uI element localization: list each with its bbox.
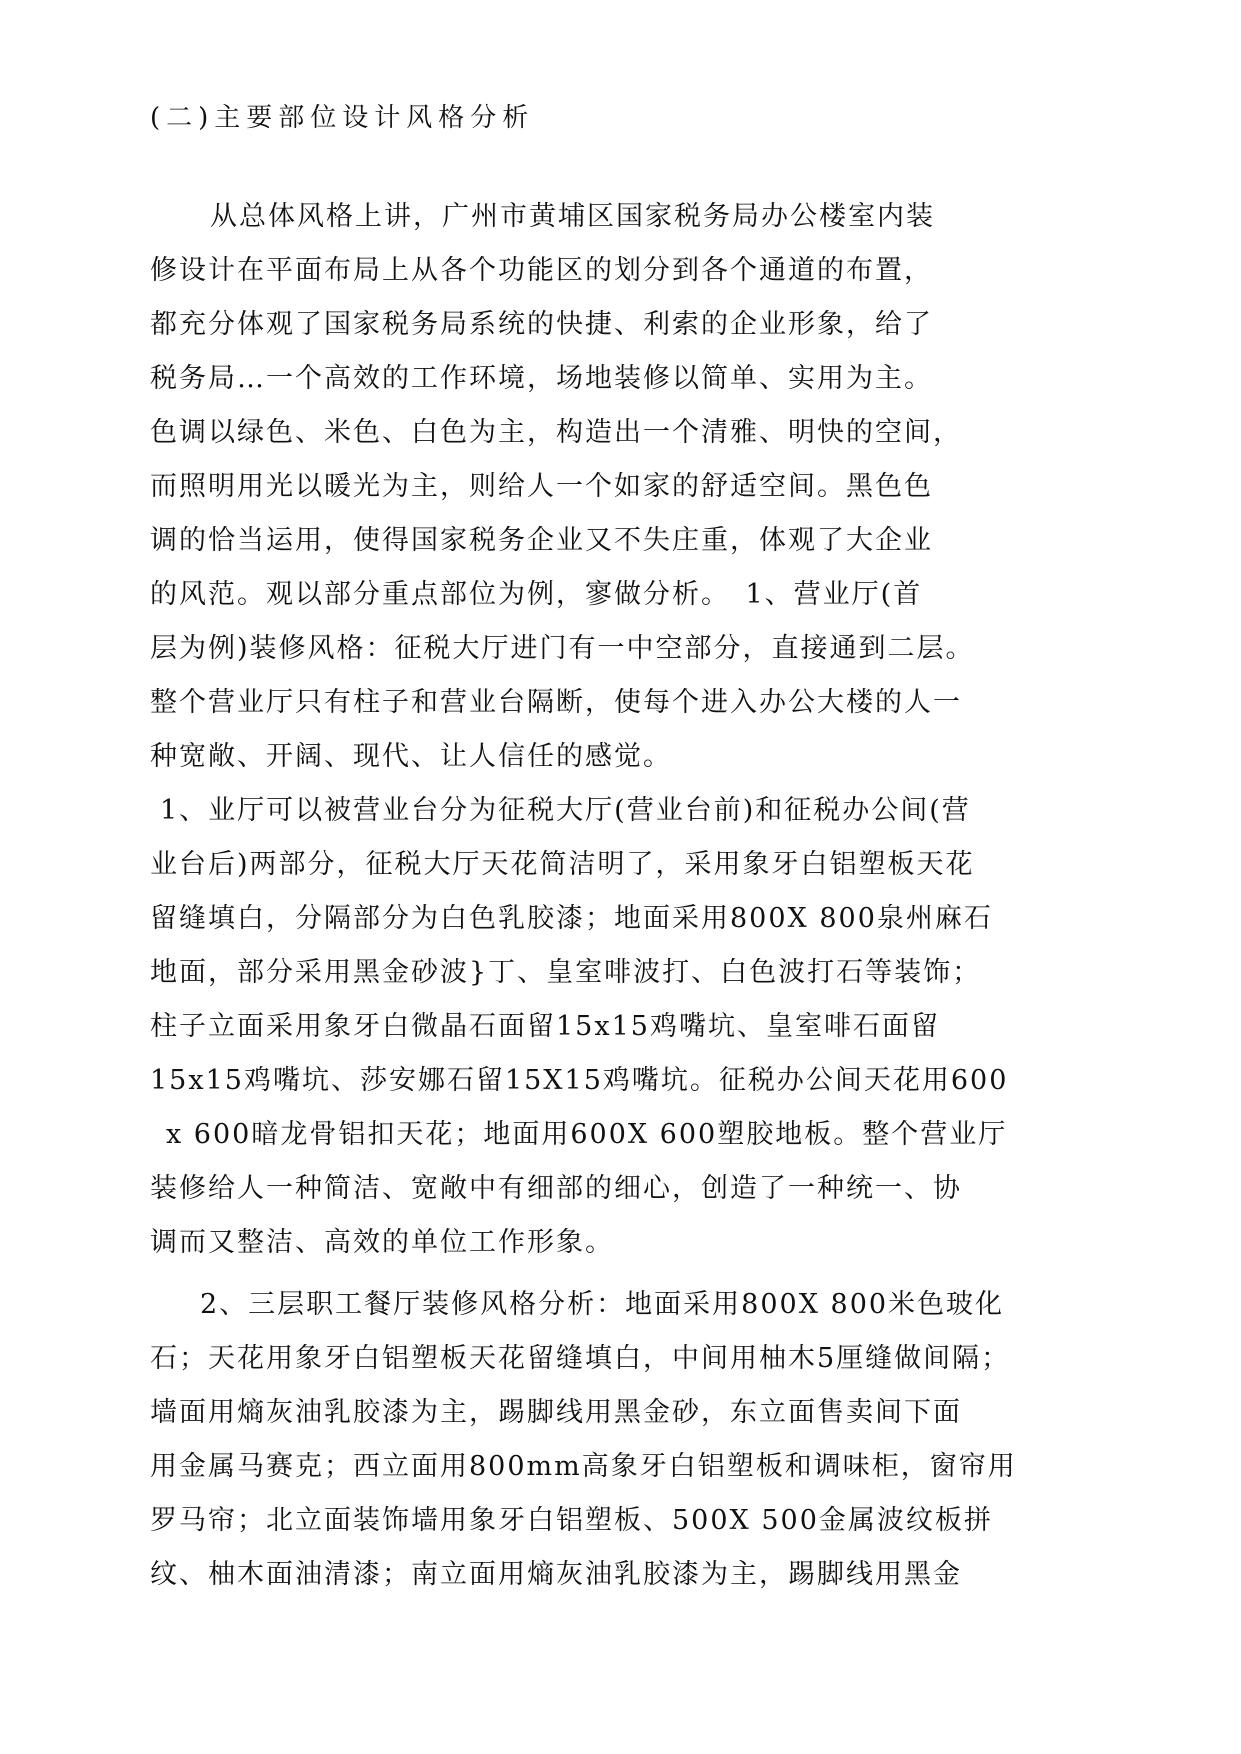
text-line: 罗马帘；北立面装饰墙用象牙白铝塑板、500X 500金属波纹板拼 xyxy=(150,1505,993,1536)
text-line: 从总体风格上讲，广州市黄埔区国家税务局办公楼室内装 xyxy=(210,201,935,232)
text-line: 修设计在平面布局上从各个功能区的划分到各个通道的布置， xyxy=(150,255,933,286)
section-heading: (二)主要部位设计风格分析 xyxy=(150,103,535,133)
text-line: 而照明用光以暖光为主，则给人一个如家的舒适空间。黑色色 xyxy=(150,471,933,502)
text-line: 调的恰当运用，使得国家税务企业又不失庄重，体观了大企业 xyxy=(150,525,933,556)
text-line: 种宽敞、开阔、现代、让人信任的感觉。 xyxy=(150,741,672,772)
text-line: 装修给人一种简洁、宽敞中有细部的细心，创造了一种统一、协 xyxy=(150,1173,962,1204)
paragraph-staff-canteen xyxy=(150,1278,1070,1602)
text-line: 柱子立面采用象牙白微晶石面留15x15鸡嘴坑、皇室啡石面留 xyxy=(150,1011,940,1042)
text-line: 调而又整洁、高效的单位工作形象。 xyxy=(150,1227,614,1258)
paragraph-overall-style xyxy=(150,190,1070,784)
text-line: 税务局…一个高效的工作环境，场地装修以简单、实用为主。 xyxy=(150,363,933,394)
text-line: 层为例)装修风格：征税大厅进门有一中空部分，直接通到二层。 xyxy=(150,633,975,664)
text-line: 留缝填白，分隔部分为白色乳胶漆；地面采用800X 800泉州麻石 xyxy=(150,903,993,934)
text-line: 石；天花用象牙白铝塑板天花留缝填白，中间用柚木5厘缝做间隔； xyxy=(150,1343,1011,1374)
text-line: 的风范。观以部分重点部位为例，寥做分析。 1、营业厅(首 xyxy=(150,579,923,610)
text-line: 业台后)两部分，征税大厅天花简洁明了，采用象牙白铝塑板天花 xyxy=(150,849,975,880)
text-line: 用金属马赛克；西立面用800mm高象牙白铝塑板和调味柜，窗帘用 xyxy=(150,1451,1017,1482)
text-line: 墙面用熵灰油乳胶漆为主，踢脚线用黑金砂，东立面售卖间下面 xyxy=(150,1397,962,1428)
text-line: 纹、柚木面油清漆；南立面用熵灰油乳胶漆为主，踢脚线用黑金 xyxy=(150,1559,962,1590)
text-line: 1、业厅可以被营业台分为征税大厅(营业台前)和征税办公间(营 xyxy=(160,795,971,826)
text-line: 色调以绿色、米色、白色为主，构造出一个清雅、明快的空间， xyxy=(150,417,962,448)
text-line: 2、三层职工餐厅装修风格分析：地面采用800X 800米色玻化 xyxy=(200,1289,1005,1320)
document-page xyxy=(150,96,1070,1602)
text-line: 地面，部分采用黑金砂波}丁、皇室啡波打、白色波打石等装饰； xyxy=(150,957,982,988)
text-line: x 600暗龙骨铝扣天花；地面用600X 600塑胶地板。整个营业厅 xyxy=(166,1119,1008,1150)
text-line: 15x15鸡嘴坑、莎安娜石留15X15鸡嘴坑。征税办公间天花用600 xyxy=(150,1065,1009,1096)
text-line: 整个营业厅只有柱子和营业台隔断，使每个进入办公大楼的人一 xyxy=(150,687,962,718)
paragraph-business-hall xyxy=(150,784,1070,1270)
text-line: 都充分体观了国家税务局系统的快捷、利索的企业形象，给了 xyxy=(150,309,933,340)
